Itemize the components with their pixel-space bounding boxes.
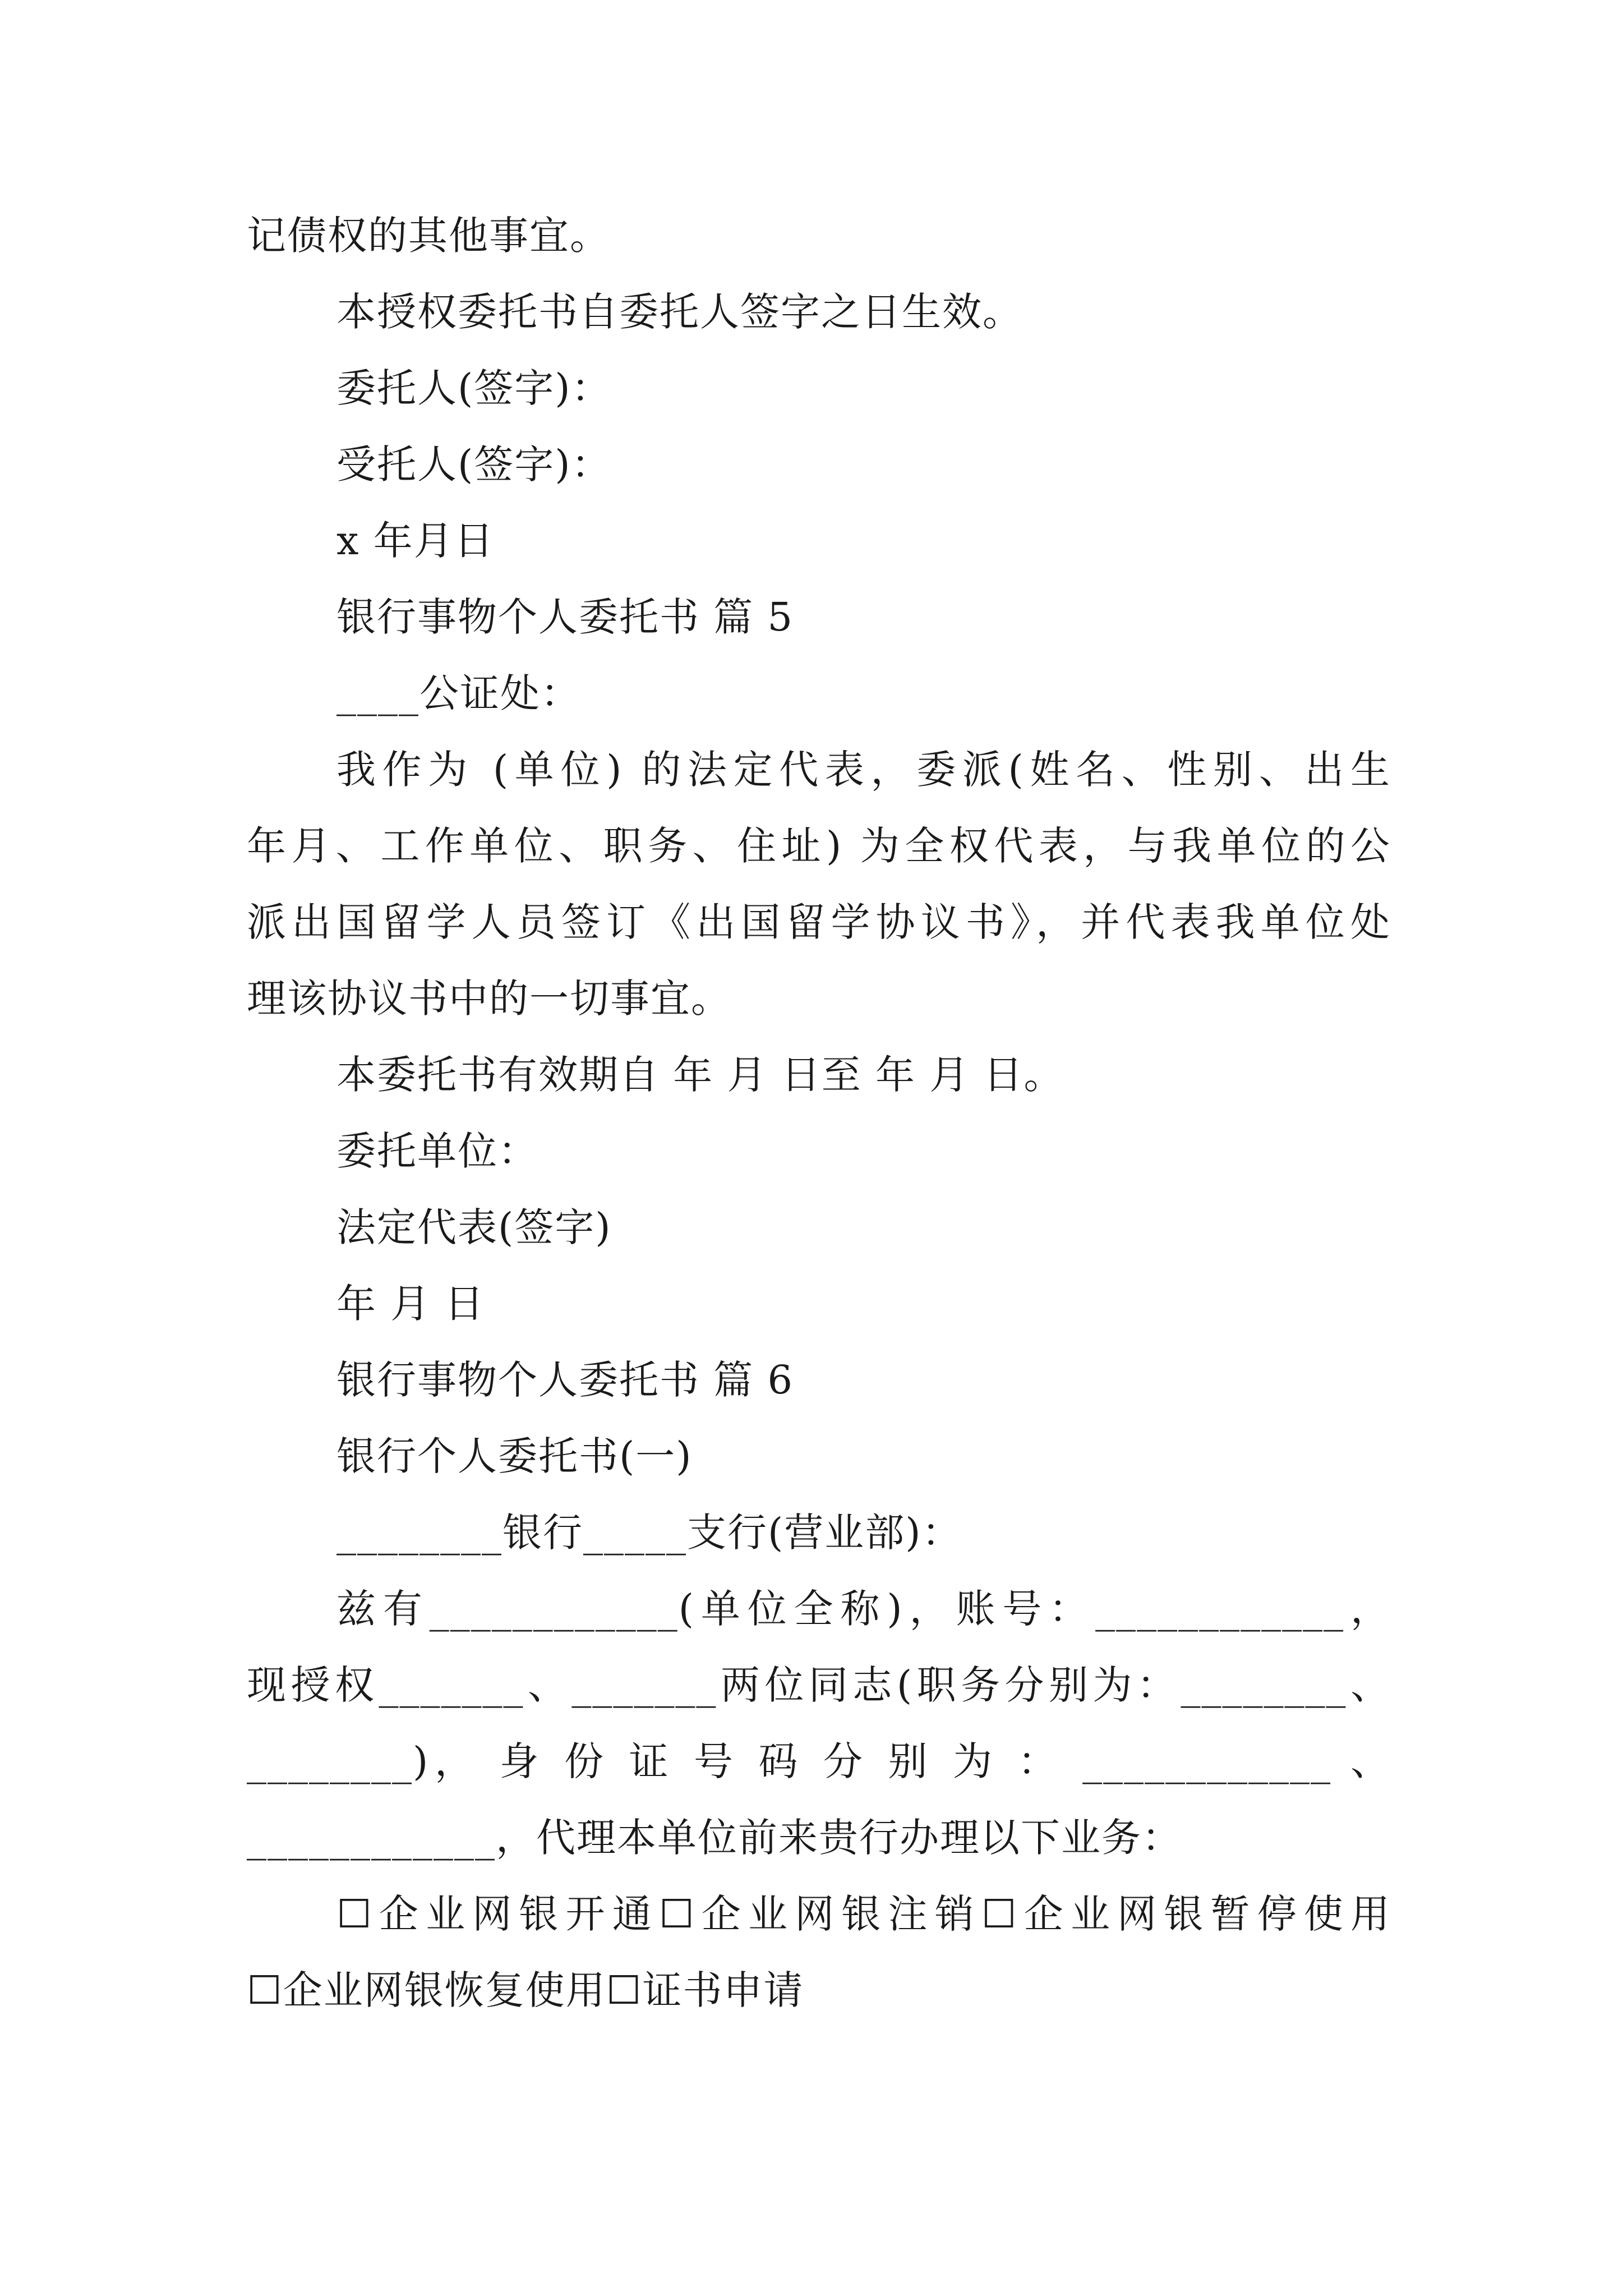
- text-line-17: 银行个人委托书(一): [336, 1433, 693, 1479]
- checkbox-options-line-2: ☐企业网银恢复使用☐证书申请: [247, 1967, 804, 2013]
- text-line-3: 委托人(签字)：: [336, 365, 612, 411]
- text-line-8: 我作为 (单位) 的法定代表，委派(姓名、性别、出生: [336, 747, 1391, 793]
- text-line-9: 年月、工作单位、职务、住址) 为全权代表，与我单位的公: [247, 823, 1391, 869]
- text-line-14: 法定代表(签字): [336, 1204, 612, 1250]
- text-line-13: 委托单位：: [336, 1128, 538, 1174]
- text-line-19: 兹有____________(单位全称)，账号：____________，: [336, 1586, 1391, 1632]
- text-line-20: 现授权_______、_______两位同志(职务分别为：________、: [247, 1662, 1391, 1708]
- section-heading-5: 银行事物个人委托书 篇 5: [336, 594, 794, 640]
- text-line-4: 受托人(签字)：: [336, 441, 612, 487]
- text-line-7: ____公证处：: [336, 670, 581, 716]
- text-line-11: 理该协议书中的一切事宜。: [247, 976, 731, 1022]
- text-line-10: 派出国留学人员签订《出国留学协议书》，并代表我单位处: [247, 899, 1391, 945]
- text-line-21: ________)， 身 份 证 号 码 分 别 为 ： ____________ 、: [247, 1738, 1391, 1784]
- section-heading-6: 银行事物个人委托书 篇 6: [336, 1357, 794, 1403]
- text-line-1: 记债权的其他事宜。: [247, 213, 610, 259]
- text-line-12: 本委托书有效期自 年 月 日至 年 月 日。: [336, 1052, 1064, 1098]
- text-line-15: 年 月 日: [336, 1281, 485, 1327]
- text-line-5: x 年月日: [336, 518, 495, 564]
- text-line-18: ________银行_____支行(营业部)：: [336, 1510, 962, 1556]
- checkbox-options-line-1: ☐企业网银开通☐企业网银注销☐企业网银暂停使用: [336, 1891, 1391, 1937]
- text-line-2: 本授权委托书自委托人签字之日生效。: [336, 289, 1023, 335]
- text-line-22: ____________，代理本单位前来贵行办理以下业务：: [247, 1815, 1182, 1861]
